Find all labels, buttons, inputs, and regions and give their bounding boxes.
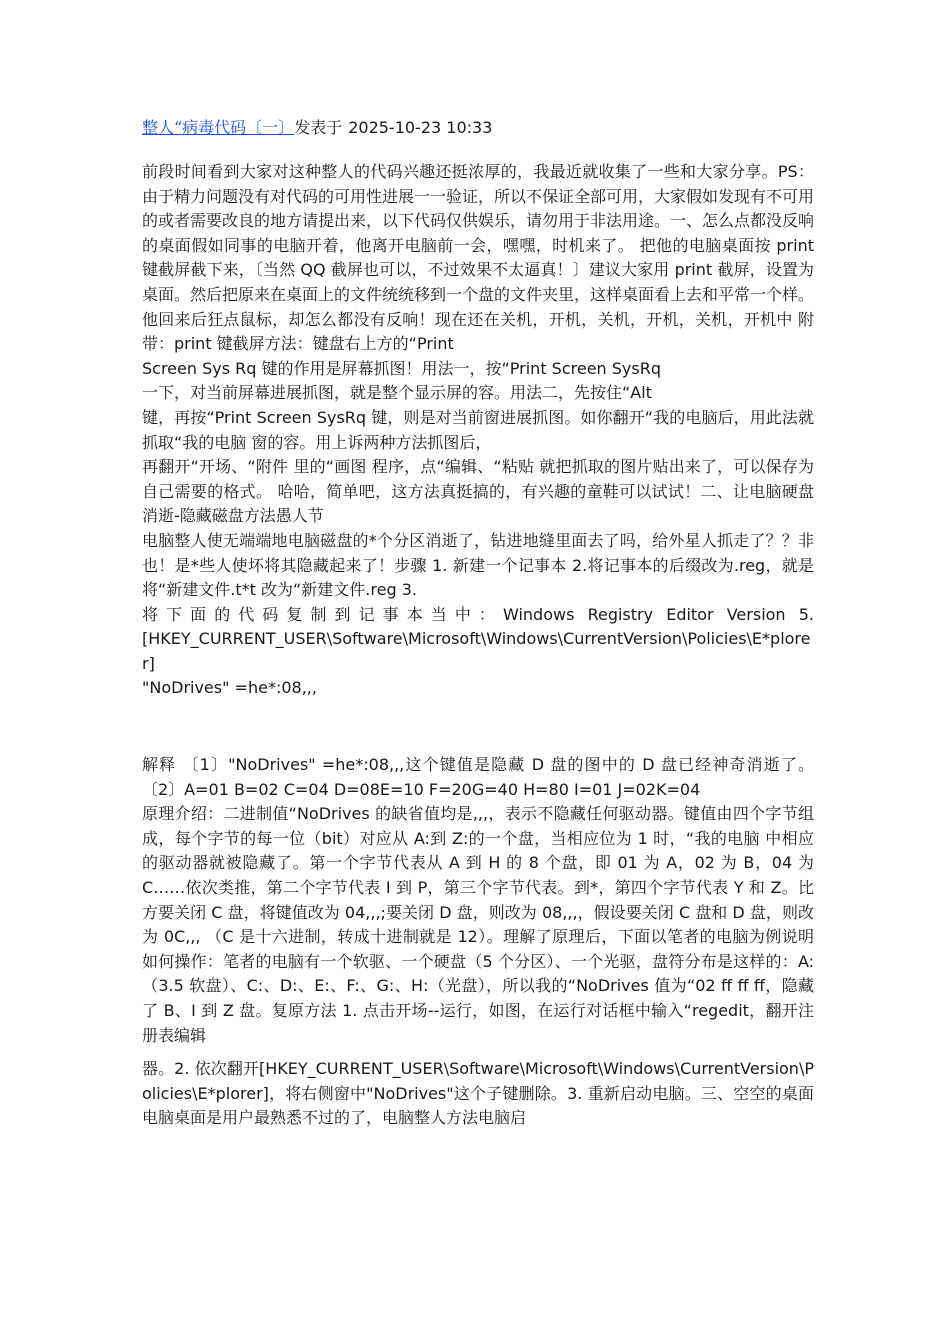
post-header: [142, 114, 814, 142]
post-title-link[interactable]: 整人“病毒代码〔一〕: [142, 118, 295, 137]
body-paragraph: 再翻开“开场、“附件 里的“画图 程序，点“编辑、“粘贴 就把抓取的图片贴出来了，可以保存为自己需要的格式。 哈哈，简单吧，这方法真挺搞的，有兴趣的童鞋可以试试！二、让电脑硬盘消逝-隐藏磁盘方法愚人节: [142, 457, 814, 526]
body-paragraph: 键，再按“Print Screen SysRq 键，则是对当前窗进展抓图。如你翻开“我的电脑后，用此法就抓取“我的电脑 窗的容。用上诉两种方法抓图后，: [142, 407, 814, 452]
body-paragraph: 器。2. 依次翻开[HKEY_CURRENT_USER\Software\Microsoft\Windows\CurrentVersion\Policies\E*plorer]，将右侧窗中"NoDrives"这个子键删除。3. 重新启动电脑。三、空空的桌面电脑桌面是用户最熟悉不过的了，电脑整人方法电脑启: [142, 1059, 814, 1128]
spacer: [142, 727, 814, 753]
body-paragraph: Screen Sys Rq 键的作用是屏幕抓图！用法一，按“Print Screen SysRq: [142, 358, 662, 378]
spacer: [142, 701, 814, 727]
body-paragraph: 一下，对当前屏幕进展抓图，就是整个显示屏的容。用法二，先按住“Alt: [142, 383, 652, 403]
posted-label: 发表于: [294, 118, 343, 137]
document-page: [142, 114, 814, 1131]
body-paragraph: 原理介绍：二进制值“NoDrives 的缺省值均是,,,，表示不隐藏任何驱动器。键值由四个字节组成，每个字节的每一位（bit）对应从 A:到 Z:的一个盘，当相应位为 1 时，“我的电脑 中相应的驱动器就被隐藏了。第一个字节代表从 A 到 H 的 8 个盘，即 01 为 A，02 为 B，04 为 C……依次类推，第二个字节代表 I 到 P，第三个字节代表。到*，第四个字节代表 Y 和 Z。比方要关闭 C 盘，将键值改为 04,,,;要关闭 D 盘，则改为 08,,,，假设要关闭 C 盘和 D 盘，则改为 0C,,, （C 是十六进制，转成十进制就是 12）。理解了原理后，下面以笔者的电脑为例说明如何操作：笔者的电脑有一个软驱、一个硬盘（5 个分区）、一个光驱，盘符分布是这样的：A:（3.5 软盘）、C:、D:、E:、F:、G:、H:（光盘），所以我的“NoDrives 值为“02 ff ff ff，隐藏了 B、I 到 Z 盘。复原方法 1. 点击开场--运行，如图，在运行对话框中输入“regedit，翻开注册表编辑: [142, 804, 814, 1045]
body-paragraph: 解释 〔1〕"NoDrives" =he*:08,,,这个键值是隐藏 D 盘的图中的 D 盘已经神奇消逝了。 〔2〕A=01 B=02 C=04 D=08E=10 F=20G=40 H=80 I=01 J=02K=04: [142, 755, 814, 799]
body-paragraph: 将下面的代码复制到记事本当中：Windows Registry Editor Version 5.: [142, 604, 814, 624]
registry-value: "NoDrives" =he*:08,,,: [142, 678, 317, 698]
body-paragraph: 电脑整人使无端端地电脑磁盘的*个分区消逝了，钻进地缝里面去了吗，给外星人抓走了？？非也！是*些人使坏将其隐藏起来了！步骤 1. 新建一个记事本 2.将记事本的后缀改为.reg，就是将“新建文件.t*t 改为“新建文件.reg 3.: [142, 530, 814, 600]
registry-path: [HKEY_CURRENT_USER\Software\Microsoft\Windows\CurrentVersion\Policies\E*plorer]: [142, 629, 811, 673]
spacer: [142, 1048, 814, 1057]
body-paragraph: 前段时间看到大家对这种整人的代码兴趣还挺浓厚的，我最近就收集了一些和大家分享。PS：由于精力问题没有对代码的可用性进展一一验证，所以不保证全部可用，大家假如发现有不可用的或者需要改良的地方请提出来，以下代码仅供娱乐，请勿用于非法用途。一、怎么点都没反响的桌面假如同事的电脑开着，他离开电脑前一会，嘿嘿，时机来了。 把他的电脑桌面按 print 键截屏截下来，〔当然 QQ 截屏也可以，不过效果不太逼真！〕建议大家用 print 截屏，设置为桌面。然后把原来在桌面上的文件统统移到一个盘的文件夹里，这样桌面看上去和平常一个样。他回来后狂点鼠标，却怎么都没有反响！现在还在关机，开机，关机，开机，关机，开机中 附带：print 键截屏方法：键盘右上方的“Print: [142, 162, 815, 354]
post-date: 2025-10-23 10:33: [348, 118, 493, 137]
